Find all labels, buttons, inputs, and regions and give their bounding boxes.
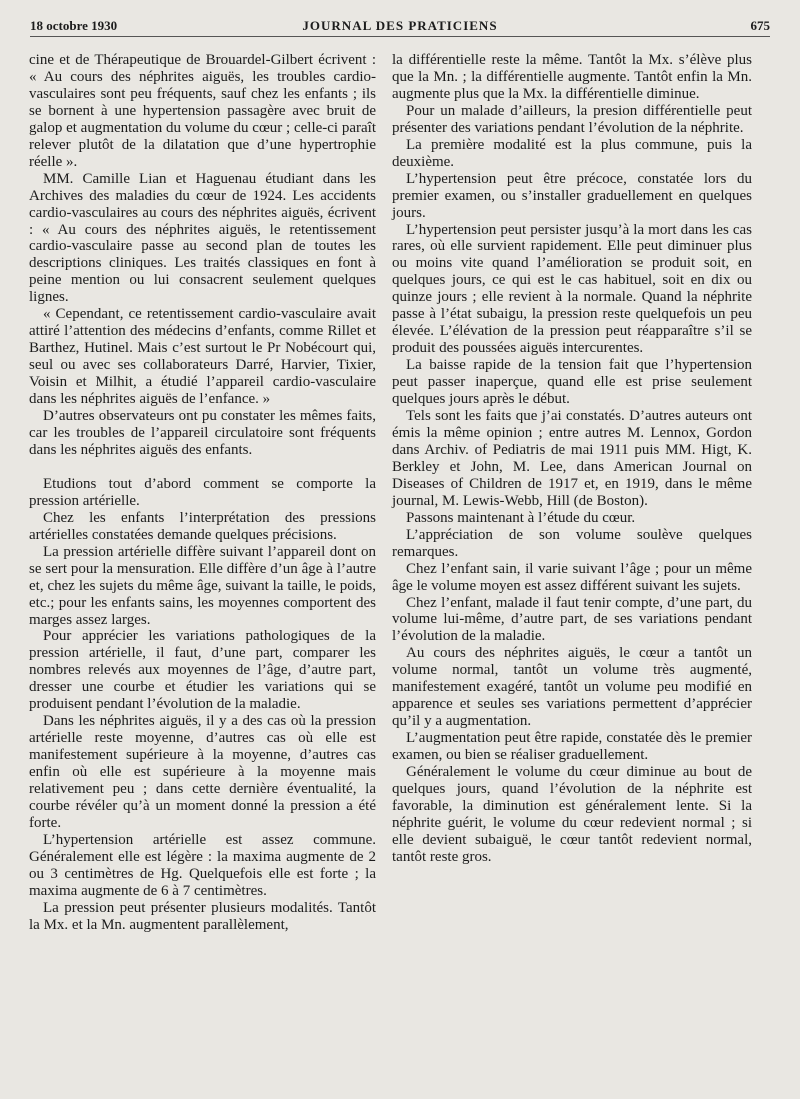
journal-title: JOURNAL DES PRATICIENS xyxy=(302,18,498,33)
paragraph: Dans les néphrites aiguës, il y a des cas où la pression artérielle reste moyenne, d’autres cas où elle est manifestement supérieure à la moyenne, d’autres cas enfin où elle est supérieure à la moyenne mais relativement peu ; dans cette dernière éventualité, la courbe révéler qu’à un moment donné la pression a été forte. xyxy=(29,713,376,831)
paragraph: L’augmentation peut être rapide, constatée dès le premier examen, ou bien se réaliser graduellement. xyxy=(392,730,752,764)
paragraph: Chez les enfants l’interprétation des pressions artérielles constatées demande quelques précisions. xyxy=(29,509,376,543)
paragraph: L’hypertension peut persister jusqu’à la mort dans les cas rares, où elle survient rapidement. Elle peut diminuer plus ou moins vite quand l’amélioration se produit soit, en quelques jours, ce qui est le cas habituel, soit en dix ou quinze jours ; elle revient à la normale. Quand la néphrite passe à l’état subaigu, la pression reste quelquefois un peu élevée. L’élévation de la pression peut réapparaître s’il se produit des poussées aiguës intercurentes. xyxy=(392,221,752,357)
paragraph: Passons maintenant à l’étude du cœur. xyxy=(406,509,636,526)
paragraph: Tels sont les faits que j’ai constatés. D’autres auteurs ont émis la même opinion ; entre autres M. Lennox, Gordon dans Archiv. of Pediatris de mai 1911 puis MM. Higt, K. Berkley et John, M. Lee, dans American Journal on Diseases of Children de 1917 et, en 1919, dans le même journal, M. Lewis-Webb, Hill (de Boston). xyxy=(392,408,752,509)
paragraph: Au cours des néphrites aiguës, le cœur a tantôt un volume normal, tantôt un volume très augmenté, manifestement exagéré, tantôt un volume peu modifié en apparence et seules ses variations permettent d’apprécier qu’il y a augmentation. xyxy=(392,645,752,730)
right-column xyxy=(392,52,752,866)
paragraph: « Cependant, ce retentissement cardio-vasculaire avait attiré l’attention des médecins d’enfants, comme Rillet et Barthez, Hutinel. Mais c’est surtout le Pr Nobécourt qui, seul ou avec ses collaborateurs Darré, Harvier, Tixier, Voisin et Milhit, a étudié l’appareil cardio-vasculaire dans les néphrites aiguës de l’enfance. » xyxy=(29,306,376,408)
left-column xyxy=(29,52,376,934)
paragraph: Pour apprécier les variations pathologiques de la pression artérielle, il faut, d’une part, comparer les nombres relevés aux moyennes de l’âge, d’autre part, dresser une courbe et étudier les variations qui se produisent pendant l’évolution de la maladie. xyxy=(29,628,376,713)
paragraph: Chez l’enfant, malade il faut tenir compte, d’une part, du volume lui-même, d’autre part, de ses variations pendant l’évolution de la maladie. xyxy=(392,594,752,645)
issue-date: 18 octobre 1930 xyxy=(30,18,118,33)
paragraph: Pour un malade d’ailleurs, la presion différentielle peut présenter des variations pendant l’évolution de la néphrite. xyxy=(392,102,752,136)
running-header xyxy=(30,14,770,37)
page-number: 675 xyxy=(750,18,770,33)
paragraph: la différentielle reste la même. Tantôt la Mx. s’élève plus que la Mn. ; la différentielle augmente. Tantôt enfin la Mn. augmente plus que la Mx. la différentielle diminue. xyxy=(392,52,752,102)
paragraph: D’autres observateurs ont pu constater les mêmes faits, car les troubles de l’appareil circulatoire sont fréquents dans les néphrites aiguës des enfants. xyxy=(29,408,376,458)
paragraph: Généralement le volume du cœur diminue au bout de quelques jours, quand l’évolution de la néphrite est favorable, la diminution est généralement lente. Si la néphrite guérit, le volume du cœur redevient normal ; si elle devient subaiguë, le cœur tantôt redevient normal, tantôt reste gros. xyxy=(392,764,752,865)
paragraph: La pression peut présenter plusieurs modalités. Tantôt la Mx. et la Mn. augmentent parallèlement, xyxy=(29,899,376,933)
paragraph: cine et de Thérapeutique de Brouardel-Gilbert écrivent : « Au cours des néphrites aiguës, les troubles cardio-vasculaires sont peu fréquents, sauf chez les enfants ; ils se bornent à une hypertension passagère avec bruit de galop et augmentation du volume du cœur ; celle-ci paraît relever plutôt de la dilatation que d’une hypertrophie réelle ». xyxy=(29,52,376,170)
paragraph: La baisse rapide de la tension fait que l’hypertension peut passer inaperçue, quand elle est prise seulement quelques jours après le début. xyxy=(392,357,752,408)
paragraph: L’hypertension peut être précoce, constatée lors du premier examen, ou s’installer graduellement en quelques jours. xyxy=(392,170,752,221)
paragraph: L’appréciation de son volume soulève quelques remarques. xyxy=(392,526,752,560)
paragraph: La pression artérielle diffère suivant l’appareil dont on se sert pour la mensuration. Elle diffère d’un âge à l’autre et, chez les sujets du même âge, suivant la taille, le poids, etc.; pour les enfants sains, les moyennes comportent des marges assez larges. xyxy=(29,543,376,628)
paragraph: Etudions tout d’abord comment se comporte la pression artérielle. xyxy=(29,475,376,509)
paragraph: MM. Camille Lian et Haguenau étudiant dans les Archives des maladies du cœur de 1924. Les accidents cardio-vasculaires au cours des néphrites aiguës, écrivent : « Au cours des néphrites aiguës, le retentissement cardio-vasculaire passe au second plan de toutes les descriptions cliniques. Les traités classiques en font à peine mention ou lui consacrent seulement quelques lignes. xyxy=(29,170,376,306)
paragraph: Chez l’enfant sain, il varie suivant l’âge ; pour un même âge le volume moyen est assez différent suivant les sujets. xyxy=(392,560,752,594)
paragraph: La première modalité est la plus commune, puis la deuxième. xyxy=(392,136,752,170)
section-gap xyxy=(29,459,376,476)
paragraph: L’hypertension artérielle est assez commune. Généralement elle est légère : la maxima augmente de 2 ou 3 centimètres de Hg. Quelquefois elle est forte ; la maxima augmente de 6 à 7 centimètres. xyxy=(29,831,376,899)
